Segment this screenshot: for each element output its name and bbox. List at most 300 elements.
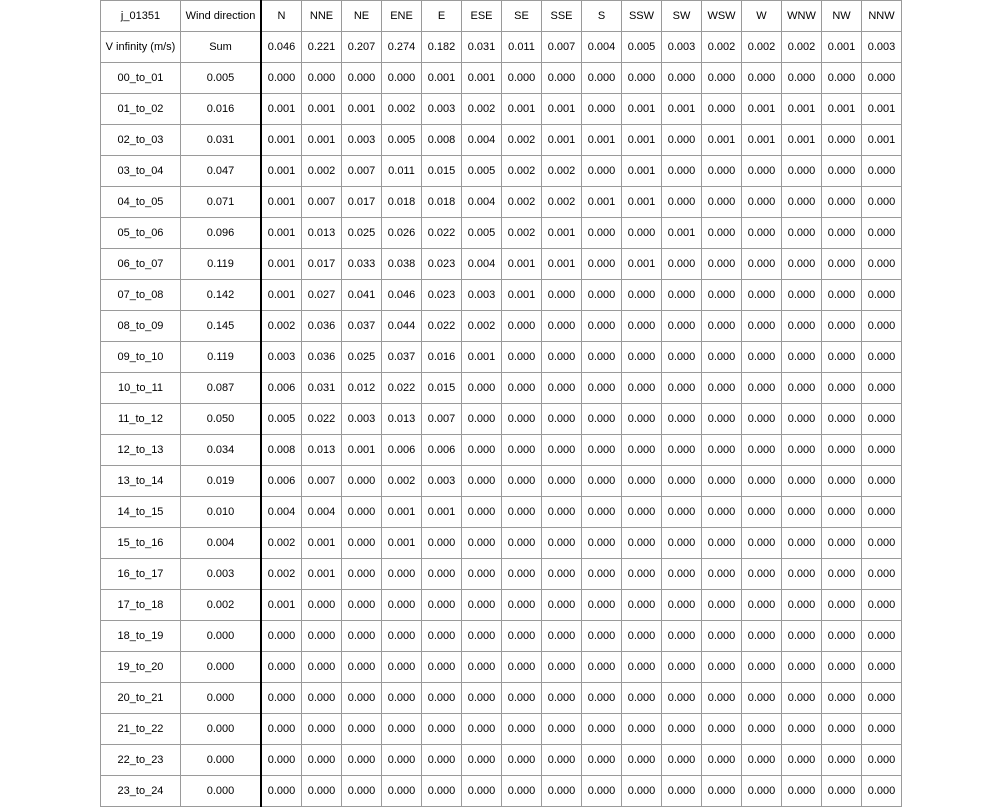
frequency-cell: 0.000	[261, 745, 302, 776]
frequency-cell: 0.000	[502, 559, 542, 590]
frequency-cell: 0.002	[382, 466, 422, 497]
table-row	[101, 125, 902, 156]
speed-bin-sum: 0.000	[181, 621, 262, 652]
frequency-cell: 0.000	[542, 63, 582, 94]
frequency-cell: 0.000	[782, 218, 822, 249]
frequency-cell: 0.000	[422, 745, 462, 776]
speed-bin-label: 07_to_08	[101, 280, 181, 311]
frequency-cell: 0.000	[582, 404, 622, 435]
frequency-cell: 0.000	[742, 249, 782, 280]
frequency-cell: 0.001	[542, 94, 582, 125]
frequency-cell: 0.000	[862, 311, 902, 342]
frequency-cell: 0.004	[462, 249, 502, 280]
frequency-cell: 0.000	[542, 683, 582, 714]
frequency-cell: 0.000	[862, 218, 902, 249]
frequency-cell: 0.000	[782, 342, 822, 373]
frequency-cell: 0.005	[462, 156, 502, 187]
frequency-cell: 0.000	[382, 559, 422, 590]
frequency-cell: 0.000	[862, 776, 902, 807]
frequency-cell: 0.000	[382, 652, 422, 683]
table-row	[101, 652, 902, 683]
table-row	[101, 249, 902, 280]
frequency-cell: 0.000	[502, 373, 542, 404]
frequency-cell: 0.000	[422, 621, 462, 652]
speed-bin-sum: 0.000	[181, 745, 262, 776]
frequency-cell: 0.000	[582, 435, 622, 466]
frequency-cell: 0.000	[822, 63, 862, 94]
frequency-cell: 0.000	[542, 590, 582, 621]
frequency-cell: 0.001	[862, 125, 902, 156]
frequency-cell: 0.000	[702, 745, 742, 776]
frequency-cell: 0.002	[502, 218, 542, 249]
frequency-cell: 0.000	[622, 528, 662, 559]
frequency-cell: 0.000	[702, 776, 742, 807]
frequency-cell: 0.018	[422, 187, 462, 218]
frequency-cell: 0.000	[622, 218, 662, 249]
wind-frequency-table	[100, 0, 902, 807]
direction-header-ene: ENE	[382, 1, 422, 32]
frequency-cell: 0.000	[862, 621, 902, 652]
frequency-cell: 0.000	[342, 466, 382, 497]
frequency-cell: 0.001	[261, 280, 302, 311]
frequency-cell: 0.001	[742, 94, 782, 125]
table-row	[101, 187, 902, 218]
frequency-cell: 0.000	[502, 528, 542, 559]
frequency-cell: 0.022	[382, 373, 422, 404]
frequency-cell: 0.000	[542, 311, 582, 342]
direction-header-wsw: WSW	[702, 1, 742, 32]
frequency-cell: 0.000	[822, 652, 862, 683]
frequency-cell: 0.000	[622, 745, 662, 776]
frequency-cell: 0.002	[261, 559, 302, 590]
frequency-cell: 0.004	[462, 187, 502, 218]
speed-bin-label: 04_to_05	[101, 187, 181, 218]
frequency-cell: 0.000	[382, 621, 422, 652]
frequency-cell: 0.003	[342, 404, 382, 435]
frequency-cell: 0.006	[261, 466, 302, 497]
direction-header-sse: SSE	[542, 1, 582, 32]
frequency-cell: 0.000	[582, 311, 622, 342]
frequency-cell: 0.000	[862, 497, 902, 528]
table-row	[101, 373, 902, 404]
frequency-cell: 0.000	[702, 590, 742, 621]
direction-header-nnw: NNW	[862, 1, 902, 32]
speed-bin-label: 18_to_19	[101, 621, 181, 652]
frequency-cell: 0.000	[822, 621, 862, 652]
frequency-cell: 0.022	[302, 404, 342, 435]
frequency-cell: 0.000	[782, 311, 822, 342]
frequency-cell: 0.000	[702, 528, 742, 559]
frequency-cell: 0.005	[382, 125, 422, 156]
frequency-cell: 0.000	[742, 652, 782, 683]
frequency-cell: 0.000	[502, 652, 542, 683]
frequency-cell: 0.000	[542, 745, 582, 776]
frequency-cell: 0.000	[782, 156, 822, 187]
table-row	[101, 311, 902, 342]
frequency-cell: 0.000	[542, 497, 582, 528]
frequency-cell: 0.000	[502, 342, 542, 373]
speed-bin-label: 02_to_03	[101, 125, 181, 156]
frequency-cell: 0.012	[342, 373, 382, 404]
frequency-cell: 0.000	[261, 621, 302, 652]
frequency-cell: 0.000	[502, 776, 542, 807]
frequency-cell: 0.000	[302, 745, 342, 776]
frequency-cell: 0.000	[582, 497, 622, 528]
frequency-cell: 0.000	[782, 683, 822, 714]
frequency-cell: 0.002	[502, 156, 542, 187]
frequency-cell: 0.000	[822, 590, 862, 621]
frequency-cell: 0.000	[582, 373, 622, 404]
speed-bin-sum: 0.096	[181, 218, 262, 249]
frequency-cell: 0.046	[382, 280, 422, 311]
direction-total: 0.002	[742, 32, 782, 63]
frequency-cell: 0.015	[422, 373, 462, 404]
frequency-cell: 0.000	[582, 559, 622, 590]
frequency-cell: 0.000	[662, 373, 702, 404]
speed-bin-label: 22_to_23	[101, 745, 181, 776]
frequency-cell: 0.000	[742, 745, 782, 776]
frequency-cell: 0.000	[582, 63, 622, 94]
frequency-cell: 0.000	[862, 590, 902, 621]
frequency-cell: 0.000	[702, 404, 742, 435]
frequency-cell: 0.000	[862, 435, 902, 466]
frequency-cell: 0.001	[662, 94, 702, 125]
speed-bin-sum: 0.003	[181, 559, 262, 590]
frequency-cell: 0.000	[622, 621, 662, 652]
speed-bin-sum: 0.005	[181, 63, 262, 94]
frequency-cell: 0.000	[782, 280, 822, 311]
frequency-cell: 0.000	[302, 590, 342, 621]
frequency-cell: 0.000	[742, 435, 782, 466]
frequency-cell: 0.000	[862, 249, 902, 280]
frequency-cell: 0.000	[662, 435, 702, 466]
frequency-cell: 0.018	[382, 187, 422, 218]
direction-total: 0.001	[822, 32, 862, 63]
direction-header-ese: ESE	[462, 1, 502, 32]
frequency-cell: 0.000	[462, 652, 502, 683]
frequency-cell: 0.000	[622, 497, 662, 528]
frequency-cell: 0.000	[742, 621, 782, 652]
frequency-cell: 0.001	[622, 156, 662, 187]
frequency-cell: 0.000	[862, 683, 902, 714]
frequency-cell: 0.000	[582, 745, 622, 776]
frequency-cell: 0.002	[542, 187, 582, 218]
frequency-cell: 0.000	[542, 373, 582, 404]
frequency-cell: 0.003	[342, 125, 382, 156]
frequency-cell: 0.000	[261, 776, 302, 807]
frequency-cell: 0.000	[622, 714, 662, 745]
frequency-cell: 0.000	[702, 373, 742, 404]
frequency-cell: 0.000	[702, 621, 742, 652]
frequency-cell: 0.000	[622, 404, 662, 435]
speed-bin-label: 06_to_07	[101, 249, 181, 280]
speed-bin-sum: 0.002	[181, 590, 262, 621]
frequency-cell: 0.000	[462, 435, 502, 466]
frequency-cell: 0.000	[742, 187, 782, 218]
frequency-cell: 0.000	[782, 559, 822, 590]
frequency-cell: 0.015	[422, 156, 462, 187]
frequency-cell: 0.003	[462, 280, 502, 311]
frequency-cell: 0.000	[342, 776, 382, 807]
direction-total: 0.031	[462, 32, 502, 63]
frequency-cell: 0.000	[502, 435, 542, 466]
frequency-cell: 0.000	[662, 156, 702, 187]
frequency-cell: 0.037	[382, 342, 422, 373]
frequency-cell: 0.000	[622, 373, 662, 404]
speed-bin-label: 05_to_06	[101, 218, 181, 249]
frequency-cell: 0.000	[862, 187, 902, 218]
frequency-cell: 0.000	[342, 559, 382, 590]
speed-bin-label: 09_to_10	[101, 342, 181, 373]
speed-bin-label: 12_to_13	[101, 435, 181, 466]
frequency-cell: 0.000	[662, 342, 702, 373]
frequency-cell: 0.000	[382, 745, 422, 776]
frequency-cell: 0.001	[502, 280, 542, 311]
frequency-cell: 0.000	[342, 652, 382, 683]
speed-bin-label: 11_to_12	[101, 404, 181, 435]
frequency-cell: 0.001	[382, 497, 422, 528]
frequency-cell: 0.000	[702, 218, 742, 249]
frequency-cell: 0.000	[462, 590, 502, 621]
frequency-cell: 0.000	[462, 714, 502, 745]
speed-bin-label: 00_to_01	[101, 63, 181, 94]
frequency-cell: 0.000	[342, 621, 382, 652]
frequency-cell: 0.001	[622, 249, 662, 280]
frequency-cell: 0.001	[261, 218, 302, 249]
frequency-cell: 0.000	[742, 776, 782, 807]
frequency-cell: 0.000	[462, 621, 502, 652]
frequency-cell: 0.000	[862, 528, 902, 559]
frequency-cell: 0.005	[261, 404, 302, 435]
frequency-cell: 0.000	[742, 683, 782, 714]
speed-bin-label: 17_to_18	[101, 590, 181, 621]
frequency-cell: 0.000	[422, 590, 462, 621]
frequency-cell: 0.000	[782, 590, 822, 621]
frequency-cell: 0.000	[422, 528, 462, 559]
frequency-cell: 0.001	[582, 125, 622, 156]
direction-total: 0.221	[302, 32, 342, 63]
table-row	[101, 683, 902, 714]
frequency-cell: 0.000	[662, 466, 702, 497]
frequency-cell: 0.000	[662, 497, 702, 528]
frequency-cell: 0.002	[261, 311, 302, 342]
frequency-cell: 0.000	[502, 311, 542, 342]
speed-bin-label: 01_to_02	[101, 94, 181, 125]
frequency-cell: 0.000	[702, 652, 742, 683]
speed-label: V infinity (m/s)	[101, 32, 181, 63]
frequency-cell: 0.044	[382, 311, 422, 342]
direction-header-s: S	[582, 1, 622, 32]
frequency-cell: 0.000	[782, 404, 822, 435]
frequency-cell: 0.003	[422, 94, 462, 125]
frequency-cell: 0.000	[422, 776, 462, 807]
frequency-cell: 0.000	[822, 714, 862, 745]
frequency-cell: 0.003	[422, 466, 462, 497]
frequency-cell: 0.000	[502, 497, 542, 528]
frequency-cell: 0.002	[261, 528, 302, 559]
frequency-cell: 0.000	[742, 280, 782, 311]
frequency-cell: 0.033	[342, 249, 382, 280]
frequency-cell: 0.000	[702, 187, 742, 218]
frequency-cell: 0.000	[542, 404, 582, 435]
frequency-cell: 0.000	[702, 249, 742, 280]
frequency-cell: 0.000	[742, 714, 782, 745]
frequency-cell: 0.001	[302, 94, 342, 125]
frequency-cell: 0.000	[822, 466, 862, 497]
frequency-cell: 0.000	[782, 63, 822, 94]
frequency-cell: 0.000	[662, 652, 702, 683]
frequency-cell: 0.000	[582, 280, 622, 311]
frequency-cell: 0.000	[662, 187, 702, 218]
frequency-cell: 0.000	[261, 63, 302, 94]
speed-bin-sum: 0.119	[181, 342, 262, 373]
frequency-cell: 0.001	[542, 125, 582, 156]
frequency-cell: 0.000	[622, 63, 662, 94]
frequency-cell: 0.000	[862, 404, 902, 435]
table-row	[101, 466, 902, 497]
frequency-cell: 0.000	[742, 342, 782, 373]
speed-bin-sum: 0.000	[181, 683, 262, 714]
frequency-cell: 0.000	[622, 466, 662, 497]
frequency-cell: 0.006	[422, 435, 462, 466]
direction-total: 0.207	[342, 32, 382, 63]
frequency-cell: 0.022	[422, 218, 462, 249]
frequency-cell: 0.000	[742, 404, 782, 435]
speed-bin-label: 16_to_17	[101, 559, 181, 590]
frequency-cell: 0.000	[622, 342, 662, 373]
frequency-cell: 0.000	[582, 218, 622, 249]
frequency-cell: 0.000	[462, 683, 502, 714]
direction-total: 0.004	[582, 32, 622, 63]
direction-total: 0.007	[542, 32, 582, 63]
speed-bin-sum: 0.000	[181, 776, 262, 807]
frequency-cell: 0.001	[502, 249, 542, 280]
frequency-cell: 0.000	[822, 683, 862, 714]
frequency-cell: 0.007	[302, 466, 342, 497]
frequency-cell: 0.000	[662, 714, 702, 745]
frequency-cell: 0.023	[422, 249, 462, 280]
frequency-cell: 0.000	[582, 590, 622, 621]
frequency-cell: 0.007	[422, 404, 462, 435]
frequency-cell: 0.000	[662, 63, 702, 94]
frequency-cell: 0.001	[302, 528, 342, 559]
frequency-cell: 0.000	[582, 652, 622, 683]
speed-bin-label: 15_to_16	[101, 528, 181, 559]
frequency-cell: 0.001	[261, 590, 302, 621]
frequency-cell: 0.000	[622, 280, 662, 311]
speed-bin-label: 14_to_15	[101, 497, 181, 528]
frequency-cell: 0.000	[702, 63, 742, 94]
frequency-cell: 0.000	[502, 714, 542, 745]
frequency-cell: 0.000	[622, 559, 662, 590]
frequency-cell: 0.000	[261, 714, 302, 745]
table-row	[101, 621, 902, 652]
frequency-cell: 0.000	[422, 683, 462, 714]
direction-total: 0.003	[662, 32, 702, 63]
frequency-cell: 0.001	[542, 218, 582, 249]
table-row	[101, 156, 902, 187]
frequency-cell: 0.000	[382, 714, 422, 745]
speed-bin-sum: 0.119	[181, 249, 262, 280]
frequency-cell: 0.000	[462, 559, 502, 590]
table-body	[101, 1, 902, 807]
frequency-cell: 0.007	[342, 156, 382, 187]
frequency-cell: 0.005	[462, 218, 502, 249]
frequency-cell: 0.003	[261, 342, 302, 373]
frequency-cell: 0.000	[862, 559, 902, 590]
frequency-cell: 0.001	[422, 497, 462, 528]
frequency-cell: 0.000	[422, 559, 462, 590]
frequency-cell: 0.000	[382, 590, 422, 621]
frequency-cell: 0.036	[302, 311, 342, 342]
frequency-cell: 0.027	[302, 280, 342, 311]
speed-bin-sum: 0.004	[181, 528, 262, 559]
frequency-cell: 0.000	[582, 342, 622, 373]
frequency-cell: 0.000	[662, 621, 702, 652]
frequency-cell: 0.000	[782, 745, 822, 776]
frequency-cell: 0.001	[782, 94, 822, 125]
frequency-cell: 0.000	[462, 745, 502, 776]
direction-header-w: W	[742, 1, 782, 32]
direction-header-row	[101, 1, 902, 32]
speed-bin-label: 23_to_24	[101, 776, 181, 807]
sum-label: Sum	[181, 32, 262, 63]
frequency-cell: 0.000	[622, 435, 662, 466]
frequency-cell: 0.002	[502, 187, 542, 218]
frequency-cell: 0.001	[261, 94, 302, 125]
frequency-cell: 0.013	[382, 404, 422, 435]
speed-bin-sum: 0.047	[181, 156, 262, 187]
direction-header-nw: NW	[822, 1, 862, 32]
frequency-cell: 0.001	[261, 156, 302, 187]
frequency-cell: 0.000	[822, 311, 862, 342]
speed-bin-label: 10_to_11	[101, 373, 181, 404]
frequency-cell: 0.000	[822, 187, 862, 218]
frequency-cell: 0.000	[822, 280, 862, 311]
direction-total: 0.003	[862, 32, 902, 63]
frequency-cell: 0.000	[822, 218, 862, 249]
frequency-cell: 0.000	[582, 528, 622, 559]
frequency-cell: 0.013	[302, 218, 342, 249]
frequency-cell: 0.000	[582, 249, 622, 280]
direction-total: 0.274	[382, 32, 422, 63]
frequency-cell: 0.000	[862, 280, 902, 311]
frequency-cell: 0.000	[502, 590, 542, 621]
frequency-cell: 0.000	[542, 559, 582, 590]
frequency-cell: 0.000	[542, 621, 582, 652]
speed-bin-sum: 0.034	[181, 435, 262, 466]
speed-bin-sum: 0.000	[181, 652, 262, 683]
frequency-cell: 0.001	[782, 125, 822, 156]
frequency-cell: 0.001	[342, 94, 382, 125]
frequency-cell: 0.001	[342, 435, 382, 466]
frequency-cell: 0.000	[342, 497, 382, 528]
direction-total: 0.002	[702, 32, 742, 63]
frequency-cell: 0.000	[662, 559, 702, 590]
direction-header-n: N	[261, 1, 302, 32]
frequency-cell: 0.001	[502, 94, 542, 125]
frequency-cell: 0.002	[462, 311, 502, 342]
frequency-cell: 0.004	[261, 497, 302, 528]
speed-bin-sum: 0.145	[181, 311, 262, 342]
direction-header-sw: SW	[662, 1, 702, 32]
frequency-cell: 0.000	[342, 63, 382, 94]
frequency-cell: 0.001	[462, 63, 502, 94]
direction-header-e: E	[422, 1, 462, 32]
table-row	[101, 280, 902, 311]
frequency-cell: 0.000	[742, 466, 782, 497]
direction-header-se: SE	[502, 1, 542, 32]
